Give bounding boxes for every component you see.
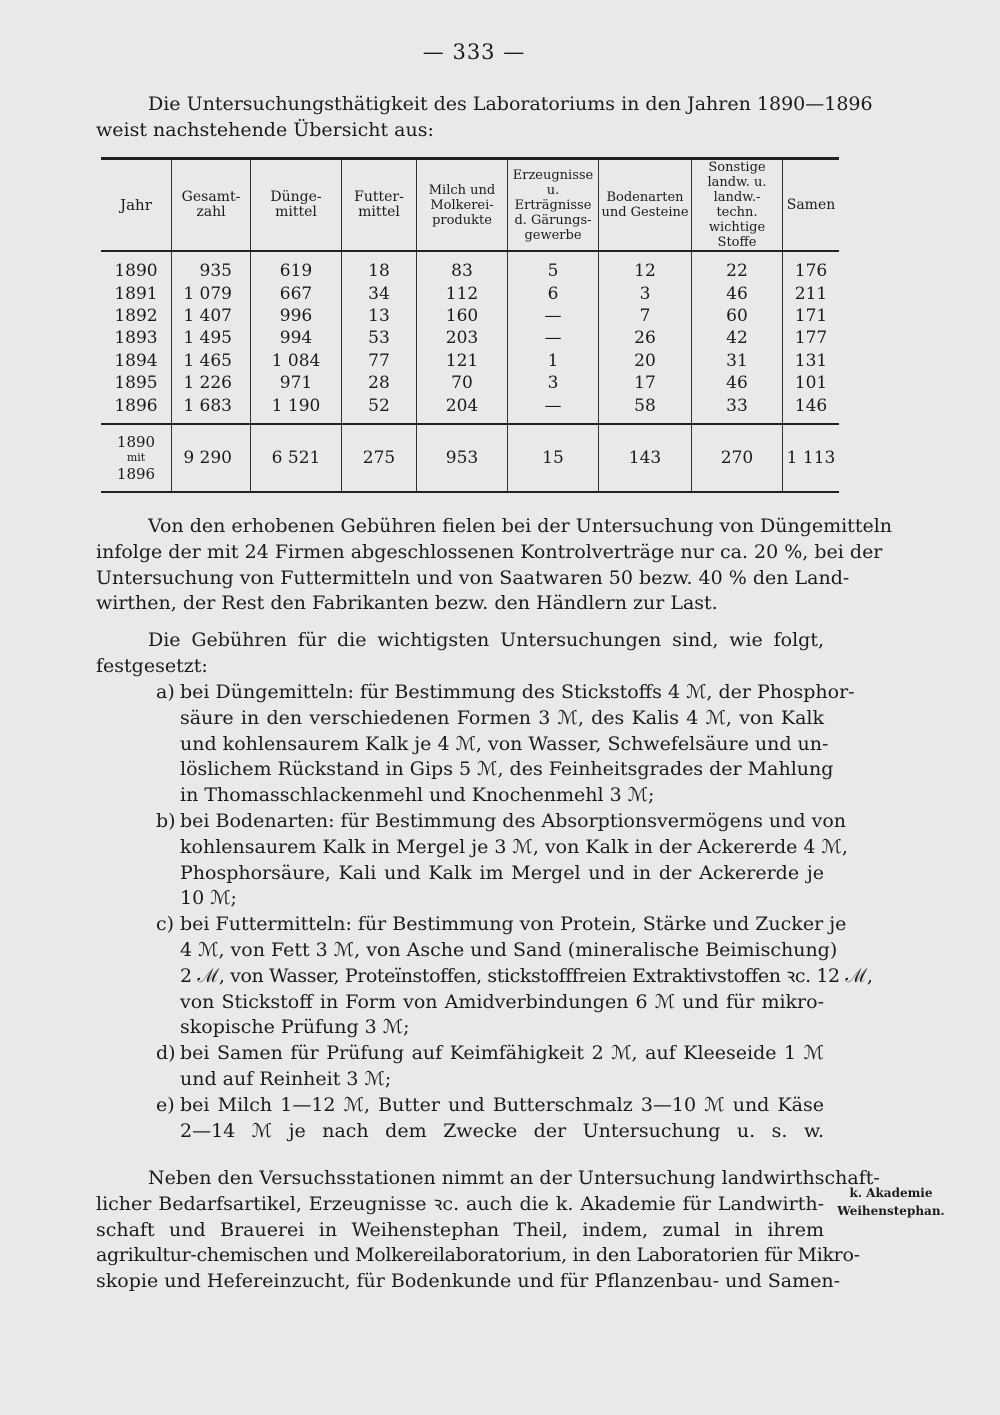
table-cell: 20 xyxy=(599,350,692,372)
table-cell: 1 407 xyxy=(172,305,251,327)
table-cell: 619 xyxy=(251,251,342,282)
table-cell: 26 xyxy=(599,327,692,349)
table-cell: — xyxy=(508,327,599,349)
table-cell: 1895 xyxy=(101,372,172,394)
list-item-e xyxy=(96,1093,824,1145)
table-cell: 1 495 xyxy=(172,327,251,349)
text-line: von Stickstoff in Form von Amidverbindungen 6 ℳ und für mikro- xyxy=(180,990,824,1013)
header-futtermittel: Futter-mittel xyxy=(342,159,417,252)
list-item-b xyxy=(96,809,848,912)
list-marker: e) xyxy=(156,1093,175,1116)
text-line: löslichem Rückstand in Gips 5 ℳ, des Feinheitsgrades der Mahlung xyxy=(180,758,834,781)
text-line: kohlensaurem Kalk in Mergel je 3 ℳ, von Kalk in der Ackererde 4 ℳ, xyxy=(180,835,848,858)
table-cell: 28 xyxy=(342,372,417,394)
text-line: und kohlensaurem Kalk je 4 ℳ, von Wasser, Schwefelsäure und un- xyxy=(180,732,829,755)
text-line: skopie und Hefereinzucht, für Bodenkunde und für Pflanzenbau- und Samen- xyxy=(96,1270,841,1293)
table-cell: 1894 xyxy=(101,350,172,372)
table-cell: 146 xyxy=(794,395,828,416)
total-label xyxy=(101,424,172,492)
header-gesamtzahl: Gesamt-zahl xyxy=(172,159,251,252)
table-cell: 17 xyxy=(599,372,692,394)
table-cell: 46 xyxy=(692,282,783,304)
text-line: Untersuchung von Futtermitteln und von Saatwaren 50 bezw. 40 % den Land- xyxy=(96,566,850,589)
table-cell: 177 xyxy=(794,328,828,349)
text-line: 4 ℳ, von Fett 3 ℳ, von Asche und Sand (mineralische Beimischung) xyxy=(180,938,838,961)
text-line: wirthen, der Rest den Fabrikanten bezw. den Händlern zur Last. xyxy=(96,592,718,615)
total-cell: 6 521 xyxy=(251,424,342,492)
text-line: bei Futtermitteln: für Bestimmung von Protein, Stärke und Zucker je xyxy=(180,913,847,936)
table-cell: — xyxy=(508,394,599,423)
table-cell: 1893 xyxy=(101,327,172,349)
table-cell: 13 xyxy=(342,305,417,327)
table-cell: 935 xyxy=(172,251,251,282)
table-cell: 46 xyxy=(692,372,783,394)
text-line: 10 ℳ; xyxy=(180,887,237,910)
header-sonstige: Sonstige landw. u. landw.-techn. wichtige Stoffe xyxy=(692,159,783,252)
table-cell: — xyxy=(508,305,599,327)
table-row xyxy=(101,282,839,304)
fees-paragraph xyxy=(96,514,893,617)
table-cell: 112 xyxy=(417,282,508,304)
table-cell: 204 xyxy=(417,394,508,423)
list-marker: b) xyxy=(156,809,176,832)
list-item-a xyxy=(96,680,855,809)
table-row xyxy=(101,251,839,282)
table-cell: 60 xyxy=(692,305,783,327)
list-marker: c) xyxy=(156,913,175,936)
margin-note-line: k. Akademie xyxy=(849,1186,933,1200)
table-cell: 6 xyxy=(508,282,599,304)
text-line: Phosphorsäure, Kali und Kalk im Mergel und in der Ackererde je xyxy=(180,861,824,884)
table-row xyxy=(101,372,839,394)
text-line: skopische Prüfung 3 ℳ; xyxy=(180,1016,410,1039)
text-line: schaft und Brauerei in Weihenstephan Theil, indem, zumal in ihrem xyxy=(96,1218,824,1241)
text-line: 2 ℳ, von Wasser, Proteïnstoffen, stickstofffreien Extraktivstoffen ꝛc. 12 ℳ, xyxy=(180,964,873,987)
margin-note-line: Weihenstephan. xyxy=(837,1204,945,1218)
text-line: licher Bedarfsartikel, Erzeugnisse ꝛc. auch die k. Akademie für Landwirth- xyxy=(96,1192,824,1215)
table-cell: 7 xyxy=(599,305,692,327)
text-line: Neben den Versuchsstationen nimmt an der Untersuchung landwirthschaft- xyxy=(148,1167,880,1189)
margin-note xyxy=(836,1184,946,1220)
table-cell: 971 xyxy=(251,372,342,394)
total-label-mit: mit xyxy=(126,450,146,464)
table-cell: 1896 xyxy=(101,394,172,423)
table-cell: 994 xyxy=(251,327,342,349)
header-jahr: Jahr xyxy=(101,159,172,252)
statistics-table xyxy=(101,157,839,493)
total-cell: 143 xyxy=(599,424,692,492)
table-cell: 83 xyxy=(417,251,508,282)
text-line: bei Bodenarten: für Bestimmung des Absorptionsvermögens und von xyxy=(180,809,846,832)
text-line: agrikultur-chemischen und Molkereilaboratorium, in den Laboratorien für Mikro- xyxy=(96,1244,860,1267)
table-cell: 121 xyxy=(417,350,508,372)
total-cell: 275 xyxy=(342,424,417,492)
table-cell: 1892 xyxy=(101,305,172,327)
text-line: und auf Reinheit 3 ℳ; xyxy=(180,1067,392,1090)
table-row xyxy=(101,305,839,327)
text-line: bei Düngemitteln: für Bestimmung des Stickstoffs 4 ℳ, der Phosphor- xyxy=(180,681,855,703)
table-row xyxy=(101,327,839,349)
table-cell: 171 xyxy=(794,305,828,326)
rates-intro-paragraph xyxy=(96,628,824,680)
table-cell: 77 xyxy=(342,350,417,372)
table-cell: 101 xyxy=(794,373,828,394)
total-cell: 953 xyxy=(417,424,508,492)
total-cell: 9 290 xyxy=(172,424,251,492)
page-number: — 333 — xyxy=(422,40,526,64)
table-cell: 70 xyxy=(417,372,508,394)
table-cell: 34 xyxy=(342,282,417,304)
table-row xyxy=(101,394,839,423)
table-cell: 12 xyxy=(599,251,692,282)
table-cell: 22 xyxy=(692,251,783,282)
table-cell: 3 xyxy=(599,282,692,304)
table-cell: 1891 xyxy=(101,282,172,304)
table-cell: 5 xyxy=(508,251,599,282)
text-line: säure in den verschiedenen Formen 3 ℳ, des Kalis 4 ℳ, von Kalk xyxy=(180,706,824,729)
weihenstephan-paragraph xyxy=(96,1166,880,1295)
text-line: infolge der mit 24 Firmen abgeschlossenen Kontrolverträge nur ca. 20 %, bei der xyxy=(96,540,883,563)
text-line: Von den erhobenen Gebühren fielen bei der Untersuchung von Düngemitteln xyxy=(148,515,893,537)
list-marker: a) xyxy=(156,681,175,703)
list-item-c xyxy=(96,912,873,1041)
header-bodenarten: Bodenarten und Gesteine xyxy=(599,159,692,252)
intro-paragraph xyxy=(96,92,873,144)
table-cell: 211 xyxy=(794,283,828,304)
table-cell: 203 xyxy=(417,327,508,349)
table-cell: 31 xyxy=(692,350,783,372)
header-milch: Milch und Molkerei-produkte xyxy=(417,159,508,252)
table-cell: 42 xyxy=(692,327,783,349)
table-cell: 33 xyxy=(692,394,783,423)
header-duengemittel: Dünge-mittel xyxy=(251,159,342,252)
text-line: Die Untersuchungsthätigkeit des Laboratoriums in den Jahren 1890—1896 xyxy=(148,93,873,115)
table-cell: 53 xyxy=(342,327,417,349)
text-line: in Thomasschlackenmehl und Knochenmehl 3 ℳ; xyxy=(180,784,655,807)
table-header-row xyxy=(101,159,839,252)
table-cell: 1 xyxy=(508,350,599,372)
rates-list xyxy=(96,680,873,1144)
total-cell: 15 xyxy=(508,424,599,492)
total-label-to: 1896 xyxy=(116,464,156,483)
text-line: weist nachstehende Übersicht aus: xyxy=(96,118,434,141)
table-cell: 1890 xyxy=(101,251,172,282)
table-row xyxy=(101,350,839,372)
total-label-from: 1890 xyxy=(116,432,156,451)
table-cell: 3 xyxy=(508,372,599,394)
table-cell: 160 xyxy=(417,305,508,327)
total-cell: 270 xyxy=(692,424,783,492)
table-cell: 1 683 xyxy=(172,394,251,423)
text-line: 2—14 ℳ je nach dem Zwecke der Untersuchung u. s. w. xyxy=(180,1119,824,1142)
table-cell: 52 xyxy=(342,394,417,423)
table-cell: 667 xyxy=(251,282,342,304)
table-cell: 1 465 xyxy=(172,350,251,372)
table-cell: 18 xyxy=(342,251,417,282)
table-cell: 1 190 xyxy=(251,394,342,423)
text-line: bei Milch 1—12 ℳ, Butter und Butterschmalz 3—10 ℳ und Käse xyxy=(180,1093,824,1116)
text-line: festgesetzt: xyxy=(96,654,208,677)
table-cell: 58 xyxy=(599,394,692,423)
table-cell: 1 079 xyxy=(172,282,251,304)
list-item-d xyxy=(96,1041,824,1093)
table-cell: 131 xyxy=(794,350,828,371)
header-gaerungsgewerbe: Erzeugnisse u. Erträgnisse d. Gärungs-gewerbe xyxy=(508,159,599,252)
text-line: bei Samen für Prüfung auf Keimfähigkeit 2 ℳ, auf Kleeseide 1 ℳ xyxy=(180,1042,824,1065)
table-total-row xyxy=(101,424,839,492)
table-cell: 1 226 xyxy=(172,372,251,394)
table-cell: 176 xyxy=(794,261,828,282)
header-samen: Samen xyxy=(783,159,840,252)
list-marker: d) xyxy=(156,1042,176,1065)
text-line: Die Gebühren für die wichtigsten Untersuchungen sind, wie folgt, xyxy=(148,629,824,651)
table-cell: 1 084 xyxy=(251,350,342,372)
table-cell: 996 xyxy=(251,305,342,327)
total-cell: 1 113 xyxy=(783,424,840,492)
